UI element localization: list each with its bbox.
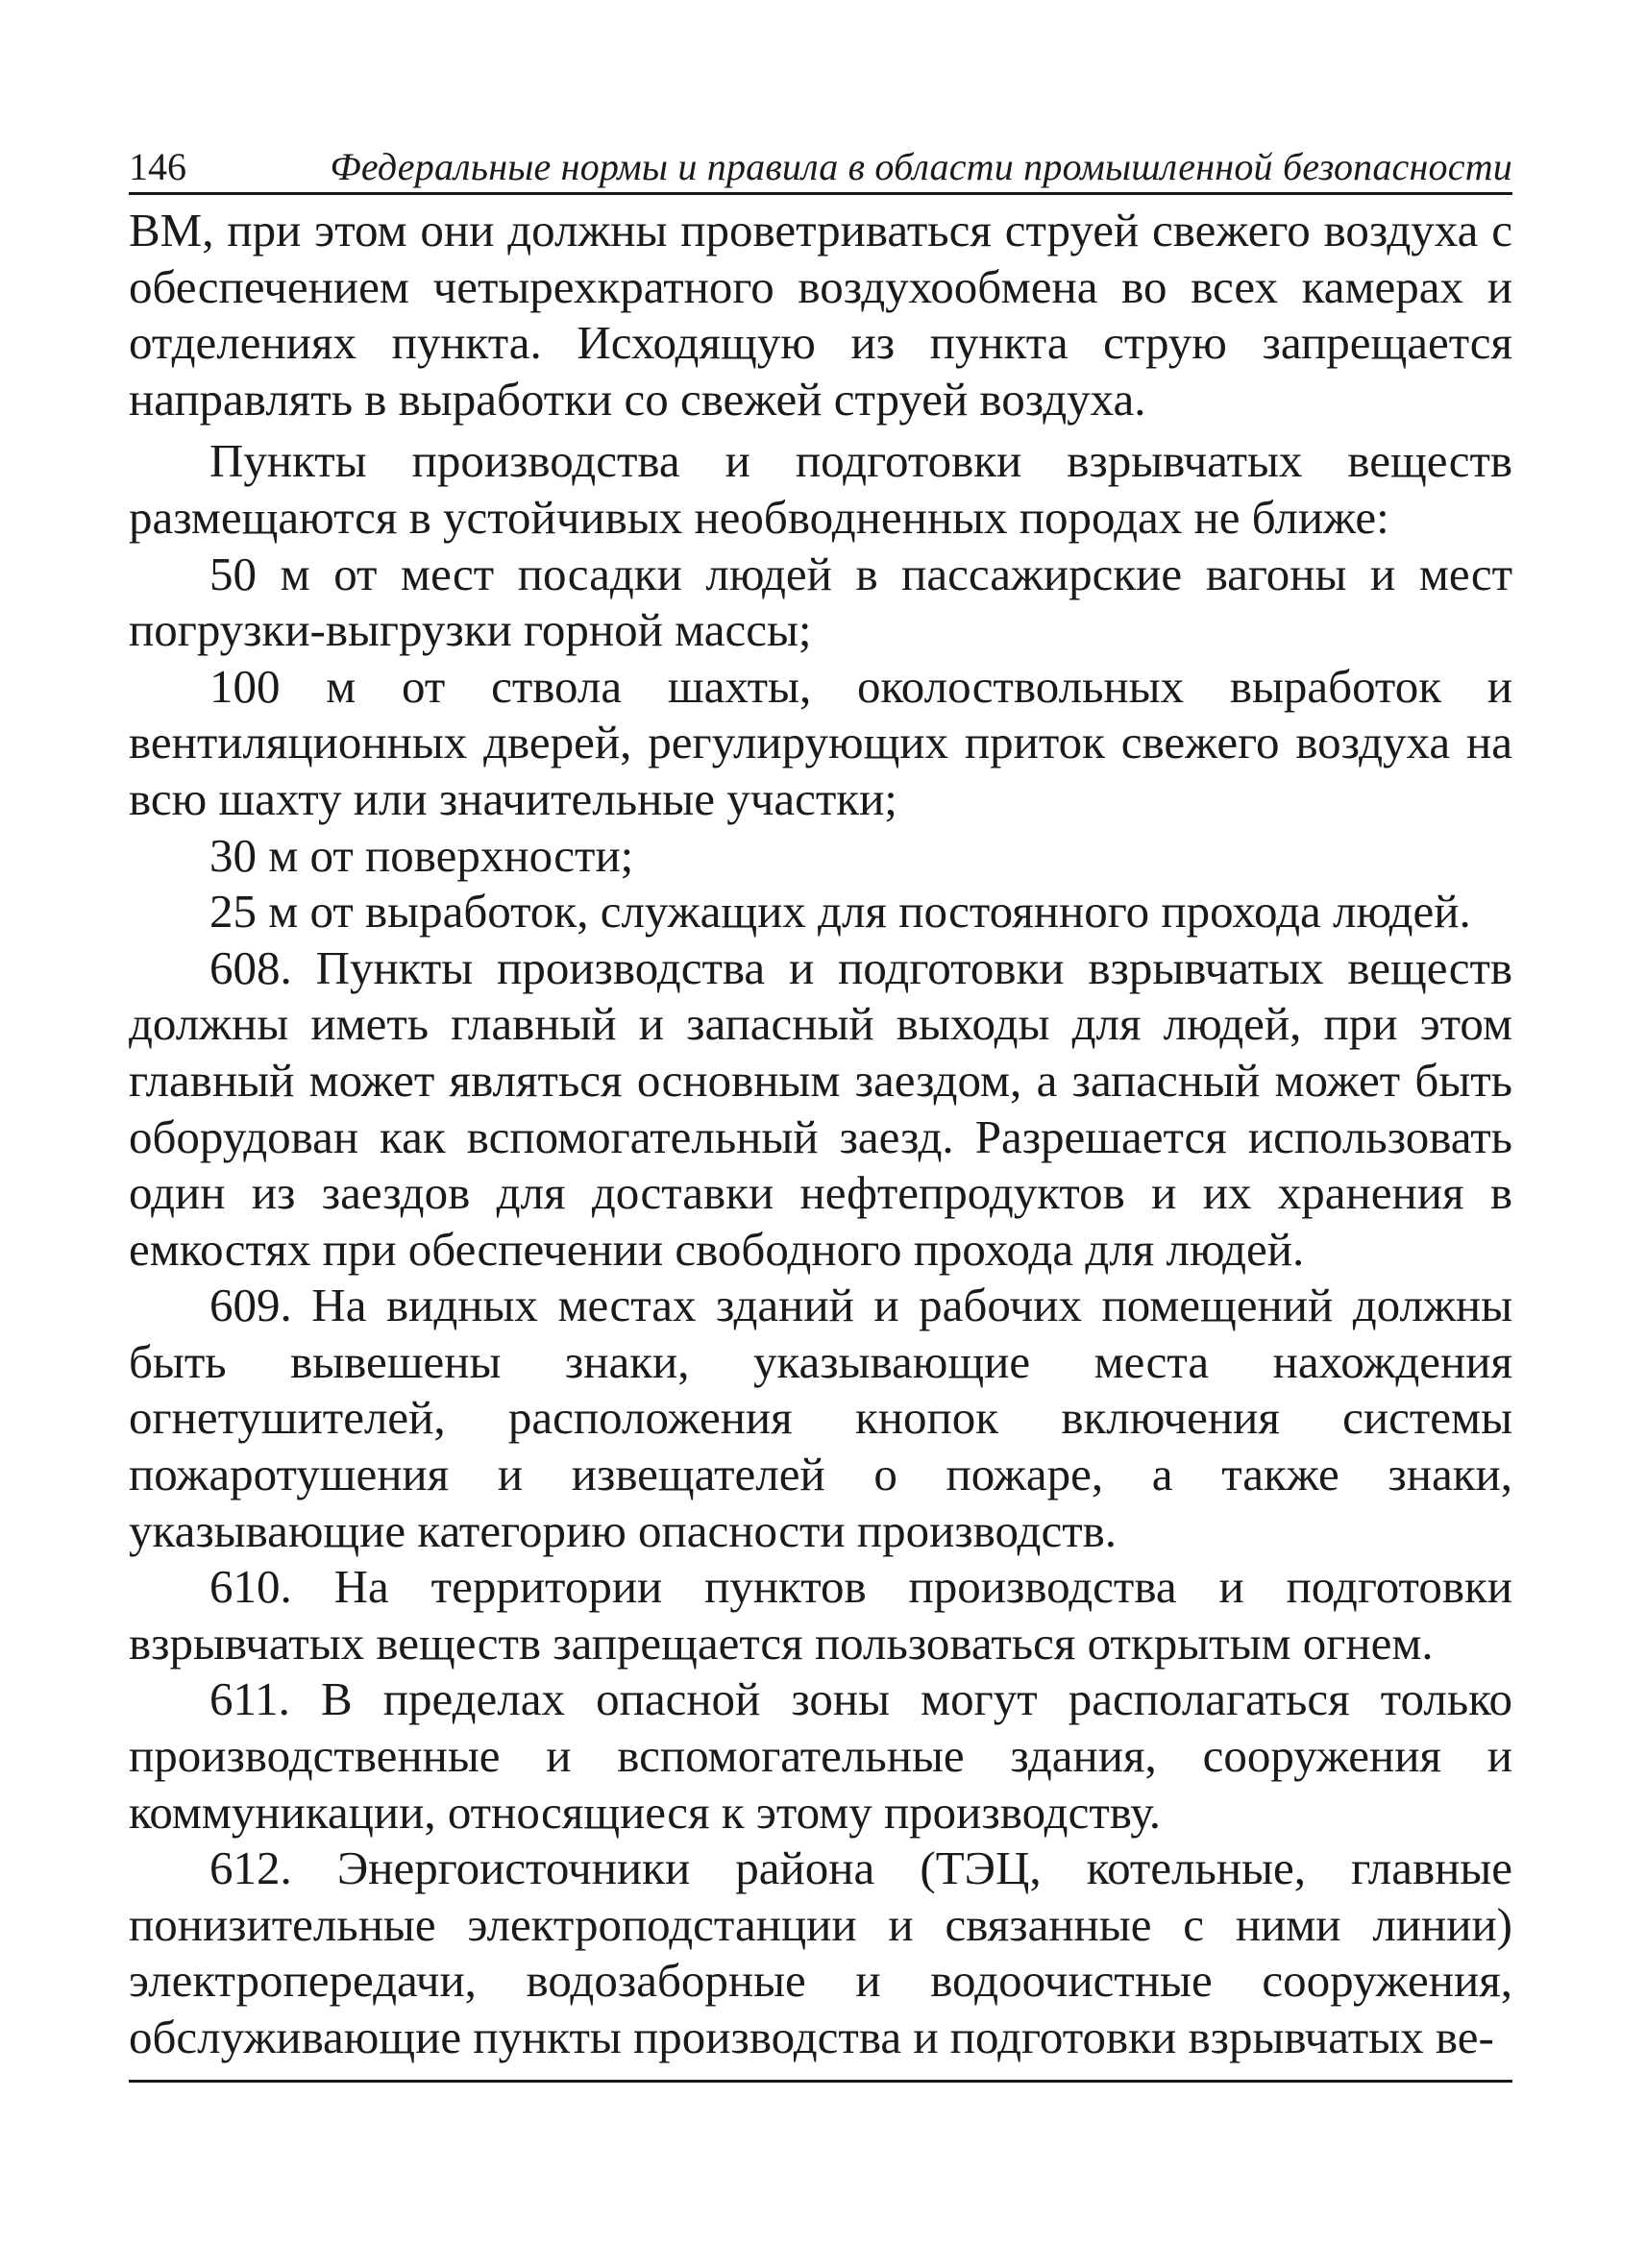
running-title: Федеральные нормы и правила в области промышленной безопасности <box>330 145 1512 188</box>
document-page <box>129 144 1512 2083</box>
clause-608: 608. Пункты производства и подготовки взрывчатых веществ должны иметь главный и запасный выходы для людей, при этом главный может являться основным заездом, а запасный может быть оборудован как вспомогательный заезд. Разрешается использовать один из заездов для доставки нефтепродуктов и их хранения в емкостях при обеспечении свободного прохода для людей. <box>129 940 1512 1276</box>
clause-609: 609. На видных местах зданий и рабочих помещений должны быть вывешены знаки, указывающие места нахождения огнетушителей, расположения кнопок включения системы пожаротушения и извещателей о пожаре, а также знаки, указывающие категорию опасности производств. <box>129 1279 1512 1557</box>
paragraph-placement-rule: Пункты производства и подготовки взрывчатых веществ размещаются в устойчивых необводненных породах не ближе: <box>129 434 1512 544</box>
clause-610: 610. На территории пунктов производства и подготовки взрывчатых веществ запрещается пользоваться открытым огнем. <box>129 1560 1512 1670</box>
paragraph-continuation: ВМ, при этом они должны проветриваться струей свежего воздуха с обеспечением четырехкратного воздухообмена во всех камерах и отделениях пункта. Исходящую из пункта струю запрещается направлять в выработки со свежей струей воздуха. <box>129 204 1512 426</box>
distance-item-50m: 50 м от мест посадки людей в пассажирские вагоны и мест погрузки-выгрузки горной массы; <box>129 547 1512 657</box>
distance-item-30m: 30 м от поверхности; <box>209 828 634 882</box>
page-number: 146 <box>129 145 186 188</box>
clause-611: 611. В пределах опасной зоны могут располагаться только производственные и вспомогательные здания, сооружения и коммуникации, относящиеся к этому производству. <box>129 1672 1512 1839</box>
bottom-rule <box>129 2080 1512 2083</box>
distance-item-25m: 25 м от выработок, служащих для постоянного прохода людей. <box>209 885 1471 939</box>
running-header <box>129 144 1512 195</box>
distance-item-100m: 100 м от ствола шахты, околоствольных выработок и вентиляционных дверей, регулирующих приток свежего воздуха на всю шахту или значительные участки; <box>129 659 1512 825</box>
body-text <box>129 203 1512 2066</box>
clause-612: 612. Энергоисточники района (ТЭЦ, котельные, главные понизительные электроподстанции и связанные с ними линии) электропередачи, водозаборные и водоочистные сооружения, обслуживающие пункты производства и подготовки взрывчатых ве- <box>129 1841 1512 2063</box>
